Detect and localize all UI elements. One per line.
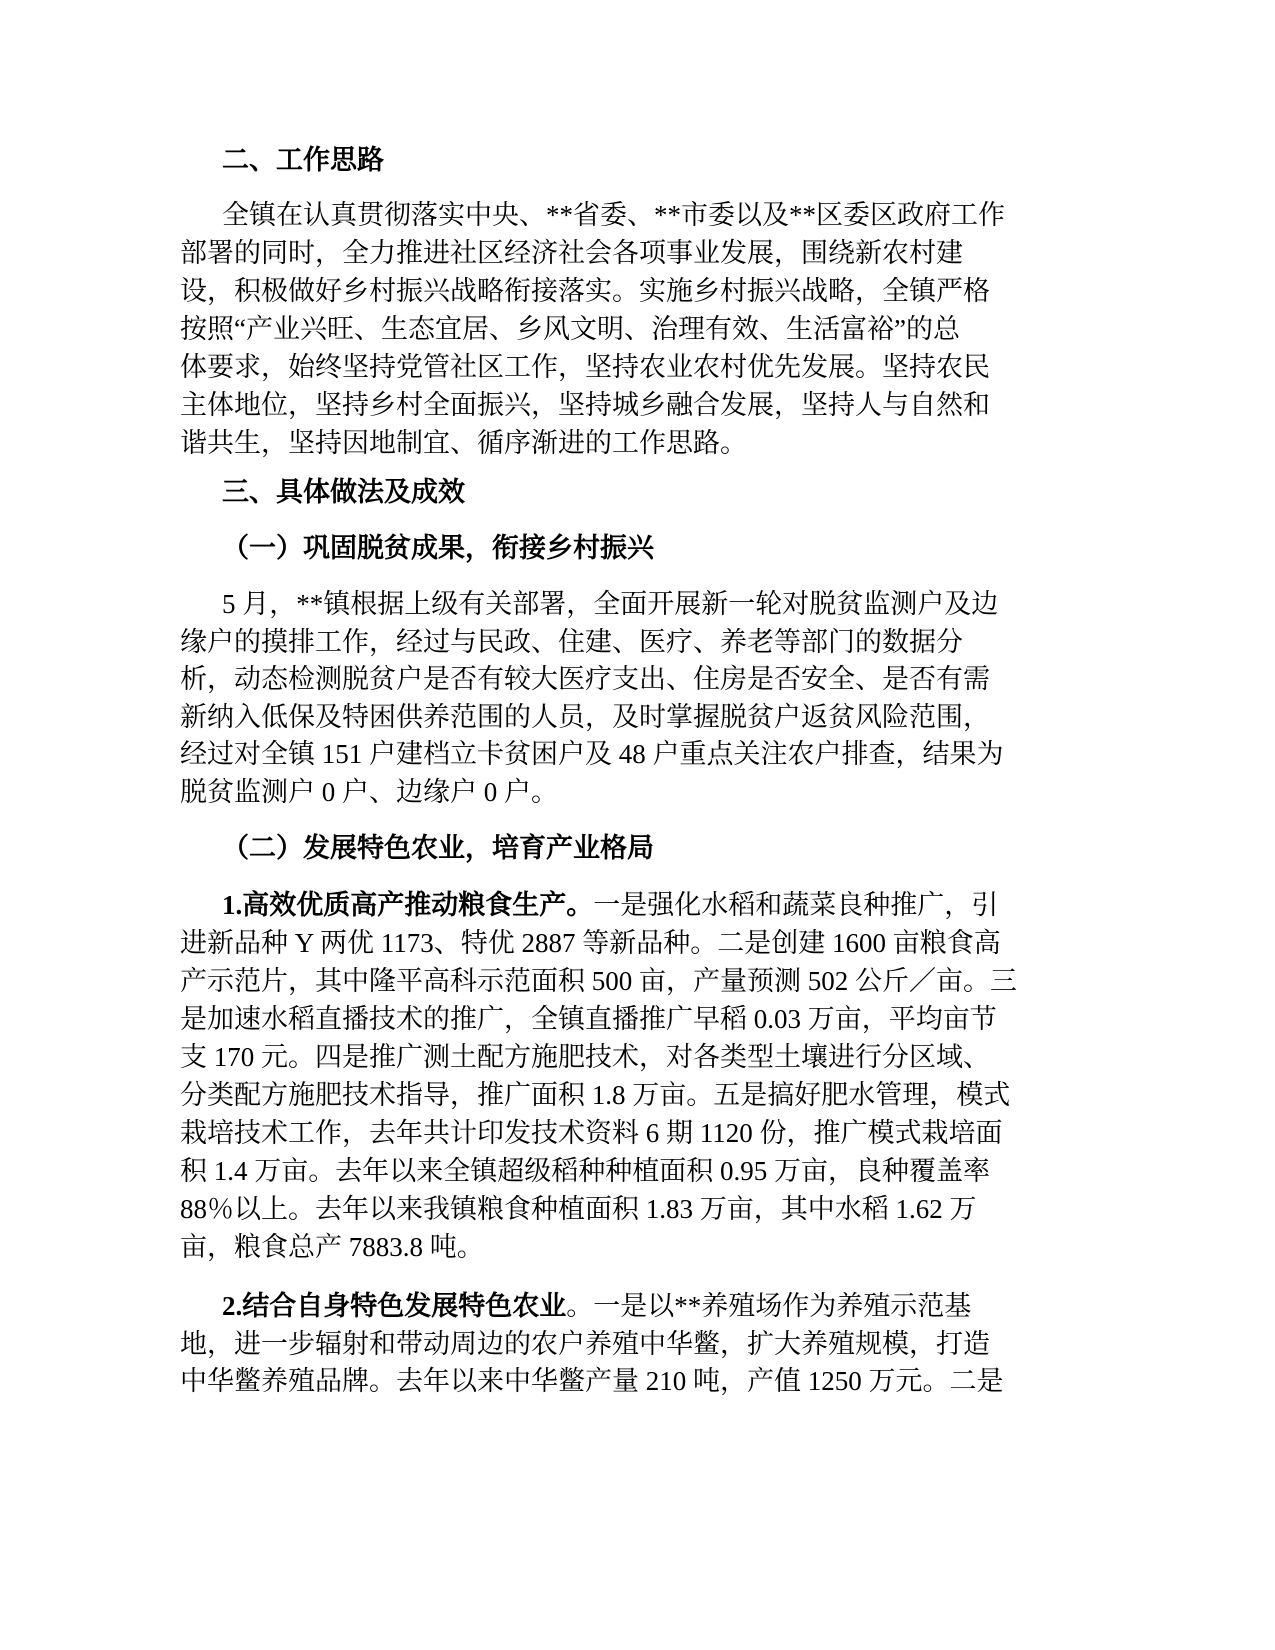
item-first-line-text: 。一是以**养殖场作为养殖示范基 xyxy=(566,1291,972,1321)
paragraph-line: 缘户的摸排工作，经过与民政、住建、医疗、养老等部门的数据分 xyxy=(180,626,963,657)
item-first-line-text: 一是强化水稻和蔬菜良种推广，引 xyxy=(593,890,999,920)
paragraph-line: 谐共生，坚持因地制宜、循序渐进的工作思路。 xyxy=(180,428,747,458)
paragraph-line: 主体地位，坚持乡村全面振兴，坚持城乡融合发展，坚持人与自然和 xyxy=(180,390,990,420)
paragraph-line: 是加速水稻直播技术的推广，全镇直播推广早稻 0.03 万亩，平均亩节 xyxy=(180,1004,997,1034)
section-heading-work-approach xyxy=(180,141,1060,179)
paragraph-line: 88％以上。去年以来我镇粮食种植面积 1.83 万亩，其中水稻 1.62 万 xyxy=(180,1194,977,1224)
paragraph-line: 新纳入低保及特困供养范围的人员，及时掌握脱贫户返贫风险范围， xyxy=(180,701,990,732)
paragraph-line: 亩，粮食总产 7883.8 吨。 xyxy=(180,1232,484,1262)
paragraph-line: 析，动态检测脱贫户是否有较大医疗支出、住房是否安全、是否有需 xyxy=(180,664,990,694)
item-lead-text: 1.高效优质高产推动粮食生产。 xyxy=(222,890,594,920)
paragraph-poverty xyxy=(180,586,1060,811)
paragraph-line: 栽培技术工作，去年共计印发技术资料 6 期 1120 份，推广模式栽培面 xyxy=(180,1118,1003,1148)
paragraph-line: 全镇在认真贯彻落实中央、**省委、**市委以及**区委区政府工作 xyxy=(222,200,1005,230)
subheading-text: （一）巩固脱贫成果，衔接乡村振兴 xyxy=(222,533,654,563)
heading-text: 二、工作思路 xyxy=(222,145,384,175)
section-heading-measures xyxy=(180,473,1060,511)
paragraph-line: 积 1.4 万亩。去年以来全镇超级稻种种植面积 0.95 万亩，良种覆盖率 xyxy=(180,1156,990,1186)
heading-text: 三、具体做法及成效 xyxy=(222,477,465,507)
paragraph-specialty-agriculture xyxy=(180,1288,1060,1401)
paragraph-line: 5 月，**镇根据上级有关部署，全面开展新一轮对脱贫监测户及边 xyxy=(222,589,999,619)
paragraph-line: 支 170 元。四是推广测土配方施肥技术，对各类型土壤进行分区域、 xyxy=(180,1042,990,1072)
paragraph-line xyxy=(180,886,1060,924)
paragraph-line: 分类配方施肥技术指导，推广面积 1.8 万亩。五是搞好肥水管理，模式 xyxy=(180,1080,1011,1110)
paragraph-grain-production xyxy=(180,886,1060,1266)
paragraph-line: 脱贫监测户 0 户、边缘户 0 户。 xyxy=(180,776,558,807)
subheading-poverty xyxy=(180,529,1060,567)
subheading-agriculture xyxy=(180,829,1060,867)
subheading-text: （二）发展特色农业，培育产业格局 xyxy=(222,833,654,863)
paragraph-work-approach xyxy=(180,196,1060,462)
paragraph-line: 体要求，始终坚持党管社区工作，坚持农业农村优先发展。坚持农民 xyxy=(180,352,990,382)
paragraph-line: 进新品种 Y 两优 1173、特优 2887 等新品种。二是创建 1600 亩粮食高 xyxy=(180,928,1001,958)
item-lead-text: 2.结合自身特色发展特色农业 xyxy=(222,1291,567,1321)
paragraph-line: 按照“产业兴旺、生态宜居、乡风文明、治理有效、生活富裕”的总 xyxy=(180,314,960,344)
paragraph-line: 产示范片，其中隆平高科示范面积 500 亩，产量预测 502 公斤／亩。三 xyxy=(180,966,1017,996)
paragraph-line xyxy=(180,1288,1060,1326)
paragraph-line: 经过对全镇 151 户建档立卡贫困户及 48 户重点关注农户排查，结果为 xyxy=(180,739,1004,769)
paragraph-line: 中华鳖养殖品牌。去年以来中华鳖产量 210 吨，产值 1250 万元。二是 xyxy=(180,1366,1004,1396)
paragraph-line: 设，积极做好乡村振兴战略衔接落实。实施乡村振兴战略，全镇严格 xyxy=(180,276,990,306)
paragraph-line: 部署的同时，全力推进社区经济社会各项事业发展，围绕新农村建 xyxy=(180,238,963,268)
paragraph-line: 地，进一步辐射和带动周边的农户养殖中华鳖，扩大养殖规模，打造 xyxy=(180,1328,990,1359)
